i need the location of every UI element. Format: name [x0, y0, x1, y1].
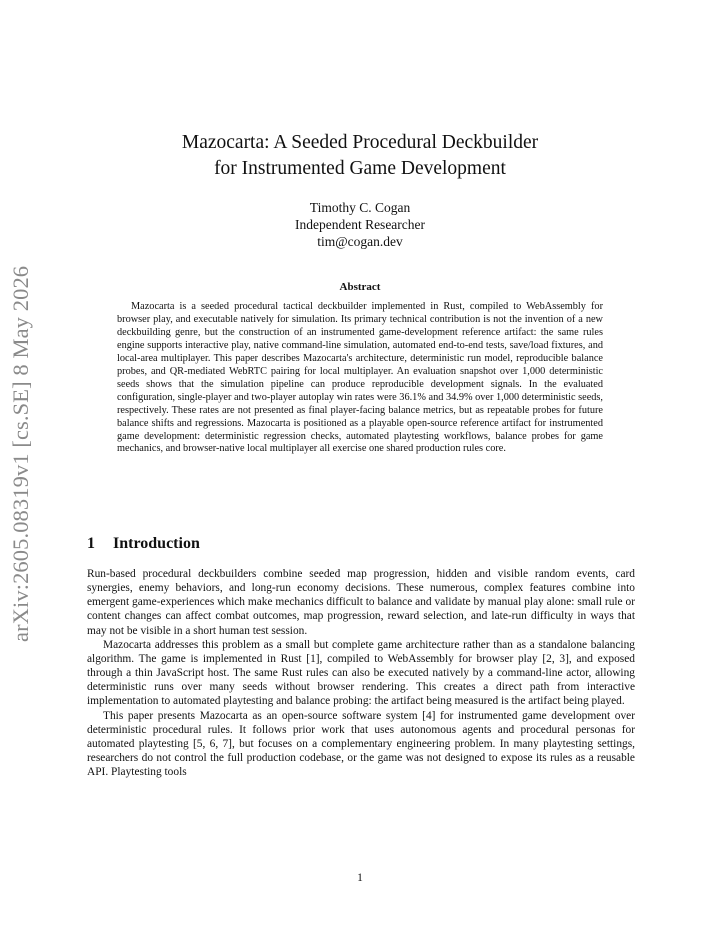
- abstract-text: Mazocarta is a seeded procedural tactical deckbuilder implemented in Rust, compiled to WebAssembly for browser play, and executable natively for simulation. Its primary technical contribution is not the invention of a new deckbuilding genre, but the construction of an instrumented game-development reference artifact: the same rules engine supports interactive play, native command-line simulation, automated end-to-end tests, save/load fixtures, and local-area multiplayer. This paper describes Mazocarta's architecture, deterministic run model, reproducible balance probes, and QR-mediated WebRTC pairing for local multiplayer. An evaluation snapshot over 1,000 deterministic seeds shows that the simulation pipeline can produce reproducible development signals. In the evaluated configuration, single-player and two-player autoplay win rates were 36.1% and 34.9% over 1,000 deterministic seeds, respectively. These rates are not presented as final player-facing balance metrics, but as repeatable probes for future balance shifts and regressions. Mazocarta is positioned as a playable open-source reference artifact for instrumented game development: deterministic regression checks, automated playtesting workflows, balance probes for game mechanics, and browser-native local multiplayer all exercise one shared production rules core.: [117, 301, 603, 455]
- section-heading: [87, 535, 200, 553]
- author-affiliation: Independent Researcher: [294, 217, 426, 232]
- paper-title: [0, 130, 720, 182]
- paragraph: This paper presents Mazocarta as an open-source software system [4] for instrumented game development over deterministic procedural rules. It follows prior work that uses autonomous agents and procedural personas for automated playtesting [5, 6, 7], but focuses on a complementary engineering problem. In many playtesting settings, researchers do not control the full production codebase, or the game was not designed to expose its rules as a reusable API. Playtesting tools: [87, 709, 635, 779]
- title-line-2: for Instrumented Game Development: [214, 158, 506, 179]
- author-name: Timothy C. Cogan: [309, 200, 411, 215]
- author-block: [0, 199, 720, 250]
- section-body: [87, 567, 635, 779]
- abstract-heading: Abstract: [339, 281, 381, 293]
- arxiv-identifier-stamp: [8, 262, 60, 642]
- arxiv-stamp-text: arXiv:2605.08319v1 [cs.SE] 8 May 2026: [8, 265, 33, 642]
- section-title: Introduction: [113, 535, 200, 552]
- title-line-1: Mazocarta: A Seeded Procedural Deckbuilder: [181, 132, 539, 153]
- section-number: 1: [87, 535, 95, 552]
- page-number: 1: [357, 872, 363, 884]
- paragraph: Mazocarta addresses this problem as a small but complete game architecture rather than as a standalone balancing algorithm. The game is implemented in Rust [1], compiled to WebAssembly for browser play [2, 3], and exposed through a thin JavaScript host. The same Rust rules can also be executed natively by a command-line actor, allowing deterministic runs over many seeds without browser rendering. This creates a direct path from interactive implementation to automated playtesting and balance probing: the artifact being measured is the artifact being played.: [87, 638, 635, 708]
- paragraph: Run-based procedural deckbuilders combine seeded map progression, hidden and visible random events, card synergies, enemy behaviors, and long-run economy decisions. These numerous, complex features combine into emergent game-experiences which make mechanics difficult to balance and validate by manual play alone: small rule or content changes can affect combat outcomes, map progression, reward selection, and late-run difficulty in ways that may not be visible in a short human test session.: [87, 568, 635, 637]
- author-email: tim@cogan.dev: [317, 234, 403, 249]
